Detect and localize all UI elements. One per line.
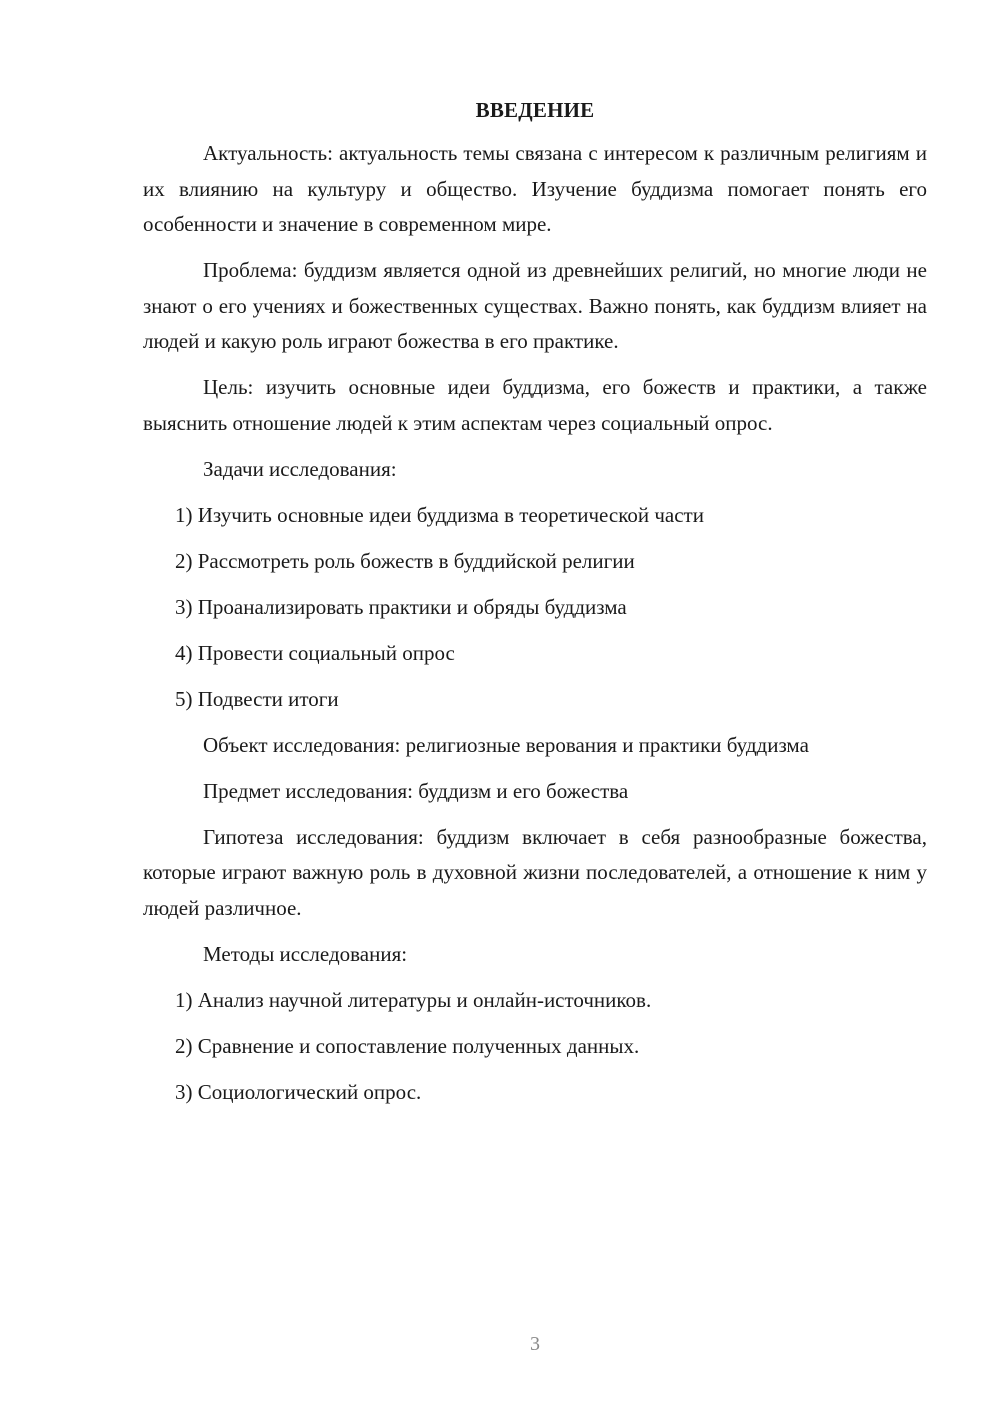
list-item: 2) Сравнение и сопоставление полученных данных. (175, 1033, 640, 1058)
tasks-list (143, 498, 927, 718)
list-item: 5) Подвести итоги (175, 686, 339, 711)
tasks-heading: Задачи исследования: (203, 456, 397, 481)
list-item: 3) Проанализировать практики и обряды буддизма (175, 594, 627, 619)
list-item: 4) Провести социальный опрос (175, 640, 455, 665)
hypothesis-paragraph: Гипотеза исследования: буддизм включает в себя разнообразные божества, которые играют важную роль в духовной жизни последователей, а отношение к ним у людей различное. (143, 824, 927, 920)
object-paragraph: Объект исследования: религиозные верования и практики буддизма (203, 732, 809, 757)
goal-paragraph: Цель: изучить основные идеи буддизма, его божеств и практики, а также выяснить отношение людей к этим аспектам через социальный опрос. (143, 375, 927, 435)
methods-heading: Методы исследования: (203, 941, 408, 966)
list-item: 1) Изучить основные идеи буддизма в теоретической части (175, 502, 704, 527)
section-title: ВВЕДЕНИЕ (475, 98, 595, 122)
list-item: 1) Анализ научной литературы и онлайн-источников. (175, 987, 652, 1012)
problem-paragraph: Проблема: буддизм является одной из древнейших религий, но многие люди не знают о его учениях и божественных существах. Важно понять, как буддизм влияет на людей и какую роль играют божества в его практике. (143, 258, 927, 353)
methods-list (143, 983, 927, 1111)
list-item: 3) Социологический опрос. (175, 1079, 422, 1104)
subject-paragraph: Предмет исследования: буддизм и его божества (203, 778, 629, 803)
list-item: 2) Рассмотреть роль божеств в буддийской религии (175, 548, 635, 573)
page-content (143, 93, 927, 1121)
relevance-paragraph: Актуальность: актуальность темы связана с интересом к различным религиям и их влиянию на культуру и общество. Изучение буддизма помогает понять его особенности и значение в современном мире. (143, 141, 927, 236)
page-number: 3 (530, 1333, 540, 1355)
